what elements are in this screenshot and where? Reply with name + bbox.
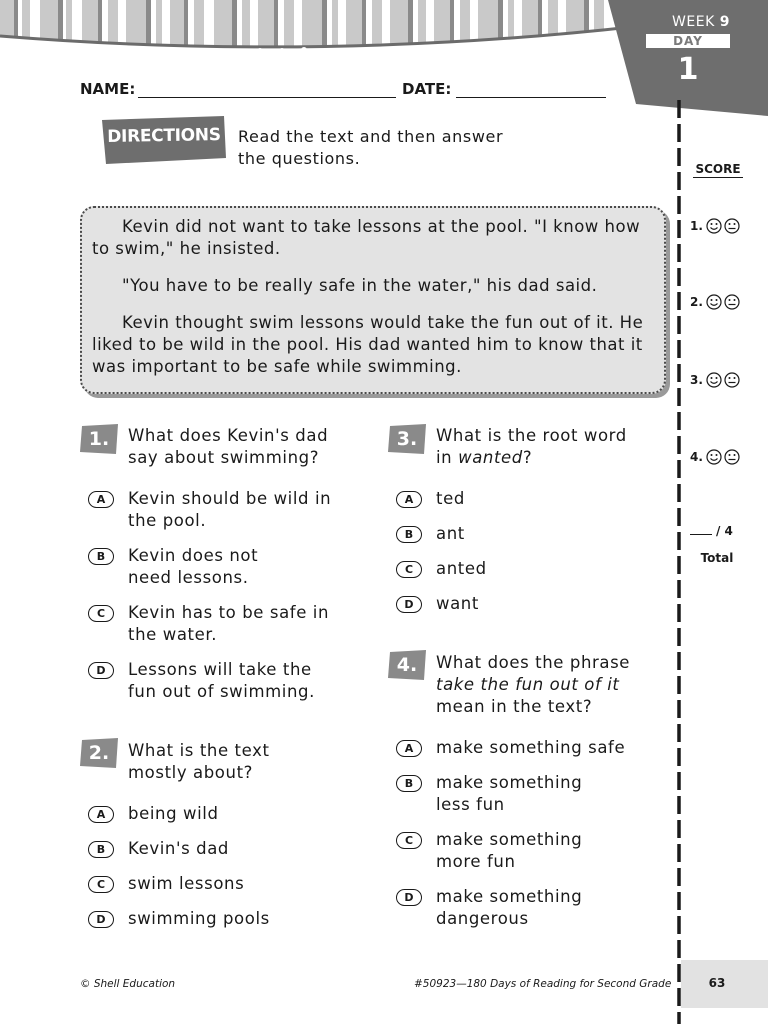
reading-passage [80, 206, 666, 394]
score-item-3: 3. [690, 370, 760, 390]
neutral-face-icon[interactable] [724, 449, 740, 465]
week-label: WEEK 9 [672, 14, 730, 30]
copyright-text: © Shell Education [80, 978, 176, 990]
q4-option-c-bubble[interactable]: C [396, 832, 422, 849]
q2-option-d-bubble[interactable]: D [88, 911, 114, 928]
score-heading: SCORE [693, 162, 743, 178]
q1-option-c-bubble[interactable]: C [88, 605, 114, 622]
q2-option-d[interactable]: swimming pools [128, 909, 270, 928]
date-field[interactable] [456, 97, 606, 98]
q3-option-d[interactable]: want [436, 594, 479, 613]
q2-option-a-bubble[interactable]: A [88, 806, 114, 823]
score-divider [677, 100, 681, 1024]
q2-option-c[interactable]: swim lessons [128, 874, 245, 893]
passage-paragraph: Kevin did not want to take lessons at the pool. "I know how to swim," he insisted. [92, 217, 641, 258]
q1-option-d[interactable]: Lessons will take the fun out of swimming. [128, 660, 315, 701]
q2-option-c-bubble[interactable]: C [88, 876, 114, 893]
passage-paragraph: Kevin thought swim lessons would take the fun out of it. He liked to be wild in the pool. His dad wanted him to know that it was important to be safe while swimming. [92, 313, 644, 376]
q2-option-b-bubble[interactable]: B [88, 841, 114, 858]
q3-option-a-bubble[interactable]: A [396, 491, 422, 508]
question-1-text: What does Kevin's dad say about swimming? [128, 426, 329, 467]
date-label: DATE: [402, 80, 452, 98]
score-item-1: 1. [690, 216, 760, 236]
week-day-tab [608, 0, 768, 118]
question-4-text: What does the phrase take the fun out of it mean in the text? [436, 653, 631, 716]
q4-option-b[interactable]: make something less fun [436, 773, 583, 814]
name-date-row [80, 80, 610, 104]
question-number-2: 2. [80, 738, 120, 770]
score-item-2: 2. [690, 292, 760, 312]
question-number-1: 1. [80, 424, 120, 456]
question-2-text: What is the text mostly about? [128, 741, 270, 782]
book-title: #50923—180 Days of Reading for Second Grade [414, 978, 672, 990]
q4-option-d[interactable]: make something dangerous [436, 887, 583, 928]
smiley-face-icon[interactable] [706, 449, 722, 465]
q4-option-d-bubble[interactable]: D [396, 889, 422, 906]
q1-option-a[interactable]: Kevin should be wild in the pool. [128, 489, 332, 530]
name-label: NAME: [80, 80, 136, 98]
q3-option-c[interactable]: anted [436, 559, 487, 578]
neutral-face-icon[interactable] [724, 372, 740, 388]
smiley-face-icon[interactable] [706, 372, 722, 388]
q2-option-b[interactable]: Kevin's dad [128, 839, 229, 858]
q1-option-a-bubble[interactable]: A [88, 491, 114, 508]
question-number-4: 4. [388, 650, 428, 682]
neutral-face-icon[interactable] [724, 218, 740, 234]
q4-option-a-bubble[interactable]: A [396, 740, 422, 757]
score-item-4: 4. [690, 447, 760, 467]
day-label: DAY [646, 34, 730, 48]
smiley-face-icon[interactable] [706, 294, 722, 310]
q4-option-a[interactable]: make something safe [436, 738, 626, 757]
q1-option-c[interactable]: Kevin has to be safe in the water. [128, 603, 330, 644]
page-number: 63 [708, 976, 726, 990]
q1-option-b-bubble[interactable]: B [88, 548, 114, 565]
directions-text: Read the text and then answer the questions. [238, 127, 504, 168]
score-total-field[interactable]: / 4 [690, 524, 750, 538]
top-banner [0, 0, 640, 62]
directions-badge: DIRECTIONS [98, 114, 228, 168]
total-label: Total [700, 551, 734, 565]
q3-option-a[interactable]: ted [436, 489, 465, 508]
q4-option-c[interactable]: make something more fun [436, 830, 583, 871]
q4-option-b-bubble[interactable]: B [396, 775, 422, 792]
question-3-text: What is the root word in wanted? [436, 426, 627, 467]
smiley-face-icon[interactable] [706, 218, 722, 234]
neutral-face-icon[interactable] [724, 294, 740, 310]
name-field[interactable] [138, 97, 396, 98]
day-number: 1 [677, 52, 699, 87]
q3-option-b[interactable]: ant [436, 524, 465, 543]
passage-paragraph: "You have to be really safe in the water," his dad said. [122, 276, 598, 295]
q2-option-a[interactable]: being wild [128, 804, 219, 823]
q1-option-d-bubble[interactable]: D [88, 662, 114, 679]
question-number-3: 3. [388, 424, 428, 456]
q1-option-b[interactable]: Kevin does not need lessons. [128, 546, 259, 587]
q3-option-c-bubble[interactable]: C [396, 561, 422, 578]
q3-option-d-bubble[interactable]: D [396, 596, 422, 613]
q3-option-b-bubble[interactable]: B [396, 526, 422, 543]
